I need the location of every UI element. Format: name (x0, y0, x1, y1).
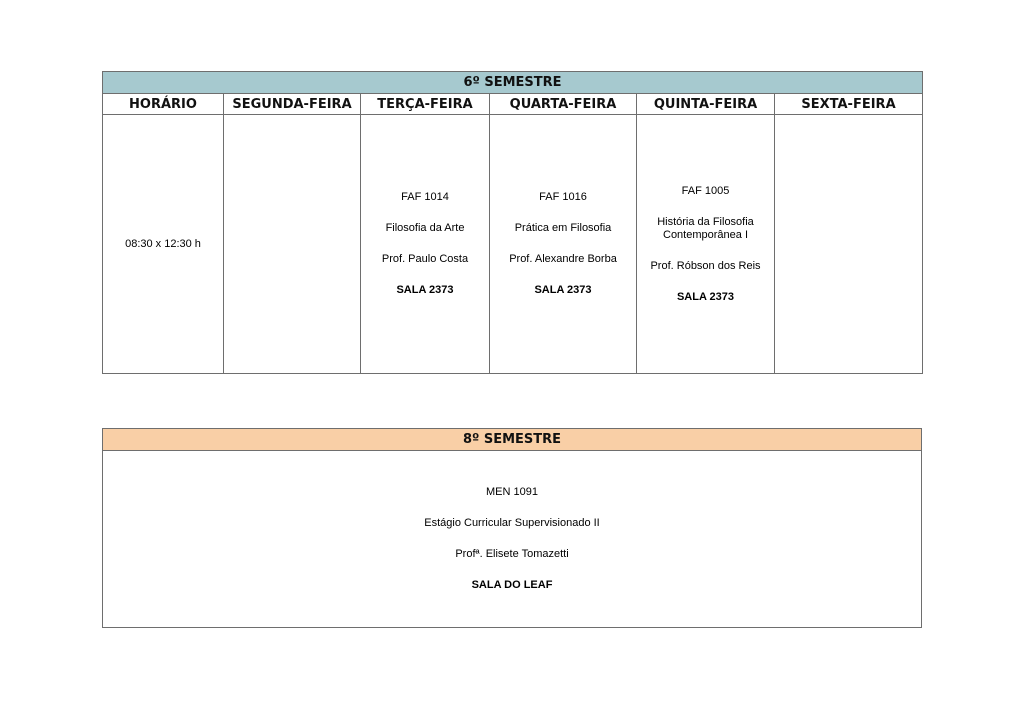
course-code: FAF 1014 (401, 191, 449, 203)
course-code: FAF 1016 (539, 191, 587, 203)
day-header-row (103, 94, 923, 115)
course-name-line1: História da Filosofia (657, 215, 754, 228)
sem8-course-cell (103, 451, 922, 628)
header-quinta: QUINTA-FEIRA (637, 94, 775, 115)
course-code: MEN 1091 (486, 486, 538, 498)
professor-name: Prof. Alexandre Borba (509, 253, 617, 265)
header-horario: HORÁRIO (103, 94, 224, 115)
course-name: Estágio Curricular Supervisionado II (424, 517, 600, 529)
room-label: SALA 2373 (676, 290, 735, 303)
course-name-line2: Contemporânea I (663, 228, 748, 241)
sem6-banner-row (103, 72, 923, 94)
wednesday-cell (490, 115, 637, 374)
time-cell (103, 115, 224, 374)
schedule-row (103, 115, 923, 374)
tuesday-cell (361, 115, 490, 374)
room-label: SALA DO LEAF (471, 579, 553, 591)
sem6-schedule-table (102, 71, 923, 374)
room-label: SALA 2373 (534, 284, 592, 296)
header-terca: TERÇA-FEIRA (361, 94, 490, 115)
sem8-title: 8º SEMESTRE (103, 429, 922, 451)
time-slot: 08:30 x 12:30 h (125, 237, 201, 250)
professor-name: Profª. Elisete Tomazetti (455, 548, 569, 560)
thursday-cell (637, 115, 775, 374)
professor-name: Prof. Paulo Costa (381, 253, 469, 265)
header-quarta: QUARTA-FEIRA (490, 94, 637, 115)
course-name: Prática em Filosofia (514, 222, 612, 234)
sem8-banner-row (103, 429, 922, 451)
monday-cell (224, 115, 361, 374)
sem8-body-row (103, 451, 922, 628)
friday-cell (775, 115, 923, 374)
professor-name: Prof. Róbson dos Reis (650, 259, 761, 272)
sem6-title: 6º SEMESTRE (103, 72, 923, 94)
course-name: Filosofia da Arte (385, 222, 465, 234)
header-segunda: SEGUNDA-FEIRA (224, 94, 361, 115)
room-label: SALA 2373 (396, 284, 454, 296)
header-sexta: SEXTA-FEIRA (775, 94, 923, 115)
course-code: FAF 1005 (681, 184, 730, 197)
sem8-schedule-table (102, 428, 922, 628)
